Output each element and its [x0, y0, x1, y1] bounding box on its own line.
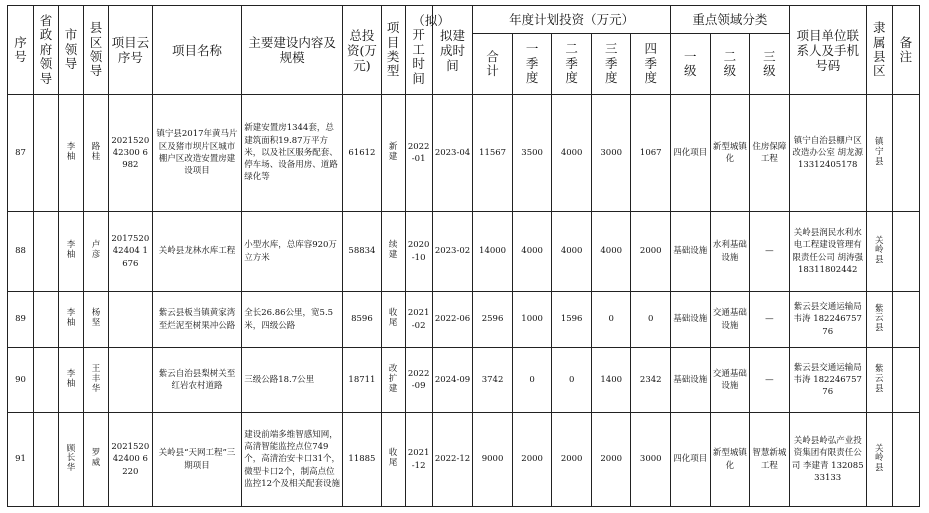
cell-remark — [892, 348, 919, 413]
cell-province-leader — [34, 95, 59, 212]
table-row — [8, 348, 920, 413]
header-county-leader: 县区领导 — [83, 6, 108, 95]
cell-q4: 1067 — [631, 95, 671, 212]
cell-q3: 4000 — [591, 212, 631, 292]
cell-name: 关岭县“天网工程”三期项目 — [152, 413, 242, 507]
cell-city-leader: 李柚 — [59, 292, 84, 348]
cell-level2: 交通基础设施 — [710, 292, 750, 348]
cell-province-leader — [34, 348, 59, 413]
cell-annual-total: 14000 — [473, 212, 513, 292]
cell-content: 小型水库，总库容920万立方米 — [242, 212, 343, 292]
header-province-leader: 省政府领导 — [34, 6, 59, 95]
cell-q3: 2000 — [591, 413, 631, 507]
cell-complete: 2023-02 — [432, 212, 473, 292]
cell-complete: 2022-06 — [432, 292, 473, 348]
cell-level1: 基础设施 — [671, 348, 711, 413]
cell-city-leader: 李柚 — [59, 212, 84, 292]
cell-county: 关岭县 — [866, 413, 892, 507]
cell-type: 收尾 — [381, 413, 405, 507]
cell-q2: 1596 — [552, 292, 592, 348]
cell-seq: 91 — [8, 413, 34, 507]
cell-name: 紫云县板当镇黄家湾至烂泥至树果冲公路 — [152, 292, 242, 348]
cell-q4: 3000 — [631, 413, 671, 507]
cell-province-leader — [34, 212, 59, 292]
header-q4: 四季度 — [631, 34, 671, 95]
header-content: 主要建设内容及规模 — [242, 6, 343, 95]
cell-county-leader: 路桂 — [83, 95, 108, 212]
cell-start: 2021-12 — [405, 413, 432, 507]
header-row-1 — [8, 6, 920, 34]
project-table-wrapper — [7, 5, 920, 507]
cell-start: 2020-10 — [405, 212, 432, 292]
cell-name: 镇宁县2017年黄马片区及猪市坝片区城市棚户区改造安置房建设项目 — [152, 95, 242, 212]
cell-seq: 89 — [8, 292, 34, 348]
header-q2: 二季度 — [552, 34, 592, 95]
header-total: 总投资(万元) — [343, 6, 382, 95]
header-type: 项目类型 — [381, 6, 405, 95]
cell-q2: 4000 — [552, 95, 592, 212]
cell-q2: 4000 — [552, 212, 592, 292]
cell-seq: 88 — [8, 212, 34, 292]
cell-contact: 紫云县交通运输局 韦涛 18224675776 — [789, 348, 866, 413]
cell-name: 关岭县龙林水库工程 — [152, 212, 242, 292]
cell-annual-total: 9000 — [473, 413, 513, 507]
cell-county-leader: 杨坚 — [83, 292, 108, 348]
cell-type: 收尾 — [381, 292, 405, 348]
cell-county-leader: 罗威 — [83, 413, 108, 507]
header-start: （拟）开工时间 — [405, 6, 432, 95]
cell-content: 新建安置房1344套，总建筑面积19.87万平方米，以及社区服务配套、停车场、设备用房、道路绿化等 — [242, 95, 343, 212]
table-row — [8, 292, 920, 348]
cell-cloud-seq: 202152042300 6982 — [108, 95, 152, 212]
cell-q4: 0 — [631, 292, 671, 348]
cell-q2: 2000 — [552, 413, 592, 507]
cell-q1: 4000 — [512, 212, 552, 292]
cell-county: 关岭县 — [866, 212, 892, 292]
cell-start: 2021-02 — [405, 292, 432, 348]
cell-county: 镇宁县 — [866, 95, 892, 212]
cell-content: 建设前端多维智感知网，高清智能监控点位749个，高清治安卡口31个，微型卡口2个，制高点位监控12个及相关配套设施 — [242, 413, 343, 507]
header-q3: 三季度 — [591, 34, 631, 95]
table-row — [8, 413, 920, 507]
cell-q2: 0 — [552, 348, 592, 413]
cell-remark — [892, 292, 919, 348]
cell-annual-total: 11567 — [473, 95, 513, 212]
cell-q1: 3500 — [512, 95, 552, 212]
cell-q4: 2342 — [631, 348, 671, 413]
cell-level2: 新型城镇化 — [710, 95, 750, 212]
cell-total: 58834 — [343, 212, 382, 292]
header-level1: 一级 — [671, 34, 711, 95]
cell-province-leader — [34, 413, 59, 507]
cell-seq: 90 — [8, 348, 34, 413]
cell-level3: — — [750, 348, 790, 413]
cell-county-leader: 王丰华 — [83, 348, 108, 413]
header-contact: 项目单位联系人及手机号码 — [789, 6, 866, 95]
cell-contact: 关岭县岭弘产业投资集团有限责任公司 李建青 13208533133 — [789, 413, 866, 507]
cell-level3: — — [750, 292, 790, 348]
cell-total: 61612 — [343, 95, 382, 212]
cell-type: 新建 — [381, 95, 405, 212]
cell-annual-total: 3742 — [473, 348, 513, 413]
cell-complete: 2024-09 — [432, 348, 473, 413]
header-annual: 年度计划投资（万元） — [473, 6, 671, 34]
cell-city-leader: 顾长华 — [59, 413, 84, 507]
cell-cloud-seq — [108, 348, 152, 413]
header-city-leader: 市领导 — [59, 6, 84, 95]
cell-q1: 2000 — [512, 413, 552, 507]
table-row — [8, 95, 920, 212]
cell-county: 紫云县 — [866, 348, 892, 413]
header-level2: 二级 — [710, 34, 750, 95]
cell-level2: 新型城镇化 — [710, 413, 750, 507]
cell-complete: 2023-04 — [432, 95, 473, 212]
cell-level2: 水利基础设施 — [710, 212, 750, 292]
cell-city-leader: 李柚 — [59, 348, 84, 413]
table-row — [8, 212, 920, 292]
cell-county-leader: 卢彦 — [83, 212, 108, 292]
cell-complete: 2022-12 — [432, 413, 473, 507]
cell-remark — [892, 212, 919, 292]
project-table — [7, 5, 920, 507]
cell-province-leader — [34, 292, 59, 348]
cell-start: 2022-09 — [405, 348, 432, 413]
header-focus: 重点领域分类 — [671, 6, 790, 34]
header-annual-total: 合计 — [473, 34, 513, 95]
cell-level3: 智慧新城工程 — [750, 413, 790, 507]
header-name: 项目名称 — [152, 6, 242, 95]
cell-total: 8596 — [343, 292, 382, 348]
cell-level3: — — [750, 212, 790, 292]
cell-start: 2022-01 — [405, 95, 432, 212]
cell-content: 全长26.86公里，宽5.5米，四级公路 — [242, 292, 343, 348]
cell-level2: 交通基础设施 — [710, 348, 750, 413]
cell-content: 三级公路18.7公里 — [242, 348, 343, 413]
cell-city-leader: 李柚 — [59, 95, 84, 212]
cell-remark — [892, 413, 919, 507]
cell-level1: 基础设施 — [671, 212, 711, 292]
cell-level1: 四化项目 — [671, 95, 711, 212]
cell-q4: 2000 — [631, 212, 671, 292]
cell-level1: 基础设施 — [671, 292, 711, 348]
cell-seq: 87 — [8, 95, 34, 212]
header-county: 隶属县区 — [866, 6, 892, 95]
header-remark: 备注 — [892, 6, 919, 95]
cell-q1: 0 — [512, 348, 552, 413]
cell-contact: 镇宁自治县棚户区改造办公室 胡龙源 13312405178 — [789, 95, 866, 212]
header-q1: 一季度 — [512, 34, 552, 95]
cell-contact: 关岭县润民水利水电工程建设管理有限责任公司 胡涛强 18311802442 — [789, 212, 866, 292]
cell-name: 紫云自治县梨树关至红岩农村道路 — [152, 348, 242, 413]
cell-type: 改扩建 — [381, 348, 405, 413]
cell-q3: 0 — [591, 292, 631, 348]
cell-county: 紫云县 — [866, 292, 892, 348]
cell-q3: 3000 — [591, 95, 631, 212]
cell-level3: 住房保障工程 — [750, 95, 790, 212]
header-complete: 拟建成时间 — [432, 6, 473, 95]
cell-level1: 四化项目 — [671, 413, 711, 507]
header-seq: 序号 — [8, 6, 34, 95]
cell-q1: 1000 — [512, 292, 552, 348]
header-level3: 三级 — [750, 34, 790, 95]
header-cloud-seq: 项目云序号 — [108, 6, 152, 95]
cell-type: 续建 — [381, 212, 405, 292]
cell-remark — [892, 95, 919, 212]
cell-annual-total: 2596 — [473, 292, 513, 348]
cell-cloud-seq: 202152042400 6220 — [108, 413, 152, 507]
cell-cloud-seq — [108, 292, 152, 348]
cell-total: 18711 — [343, 348, 382, 413]
cell-contact: 紫云县交通运输局 韦涛 18224675776 — [789, 292, 866, 348]
cell-total: 11885 — [343, 413, 382, 507]
cell-cloud-seq: 201752042404 1676 — [108, 212, 152, 292]
cell-q3: 1400 — [591, 348, 631, 413]
